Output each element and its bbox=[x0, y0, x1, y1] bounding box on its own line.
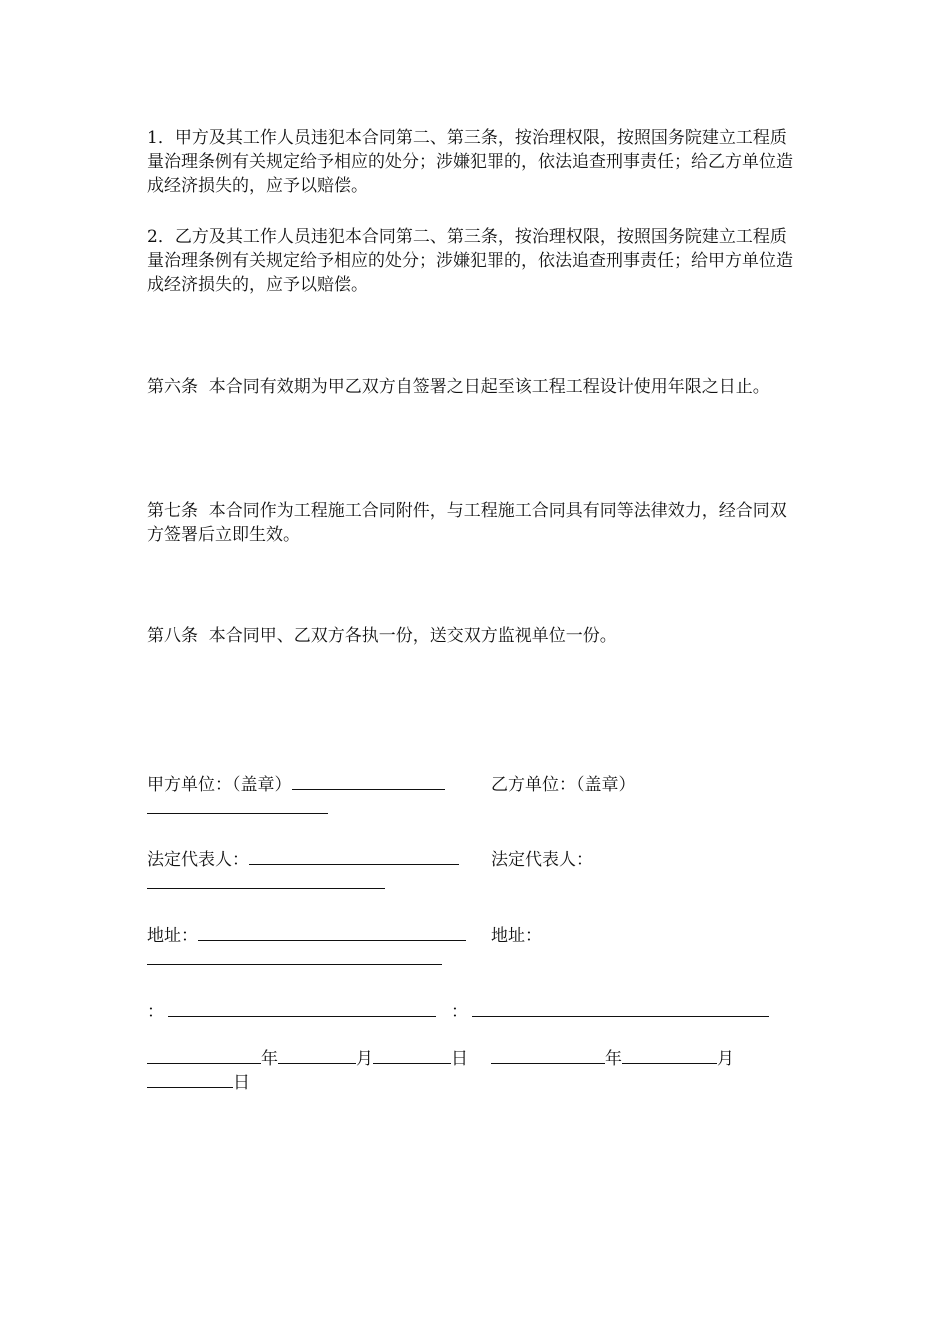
party-b-unit-blank-line bbox=[147, 797, 328, 821]
legal-rep-a-line bbox=[147, 848, 459, 872]
address-a-label: 地址： bbox=[147, 926, 198, 946]
date-b-day-label: 日 bbox=[233, 1073, 250, 1093]
address-b-label: 地址： bbox=[491, 926, 542, 946]
colon-b-line bbox=[451, 1000, 769, 1024]
party-b-unit-blank bbox=[147, 797, 328, 814]
legal-rep-a-blank bbox=[249, 848, 459, 865]
clause-item-2: 2．乙方及其工作人员违犯本合同第二、第三条，按治理权限，按照国务院建立工程质量治理条例有关规定给予相应的处分；涉嫌犯罪的，依法追查刑事责任；给甲方单位造成经济损失的，应予以赔偿。 bbox=[147, 227, 793, 295]
date-b-year-blank bbox=[491, 1047, 605, 1064]
date-a-day-label: 日 bbox=[451, 1049, 468, 1069]
date-a-month-blank bbox=[278, 1047, 356, 1064]
date-a-line bbox=[147, 1047, 468, 1071]
date-a-year-label: 年 bbox=[261, 1049, 278, 1069]
colon-a-line bbox=[147, 1000, 436, 1024]
party-a-unit-blank bbox=[292, 773, 445, 790]
legal-rep-a-label: 法定代表人： bbox=[147, 850, 249, 870]
colon-a-blank bbox=[168, 1000, 436, 1017]
date-b-month-blank bbox=[622, 1047, 717, 1064]
colon-a-label: ： bbox=[147, 1002, 164, 1022]
date-b-day-line bbox=[147, 1071, 250, 1095]
date-a-month-label: 月 bbox=[356, 1049, 373, 1069]
party-b-unit-line bbox=[491, 773, 636, 797]
legal-rep-b-blank bbox=[147, 872, 385, 889]
article-7: 第七条 本合同作为工程施工合同附件，与工程施工合同具有同等法律效力，经合同双方签署后立即生效。 bbox=[147, 501, 787, 545]
address-b-line bbox=[491, 924, 542, 948]
article-6: 第六条 本合同有效期为甲乙双方自签署之日起至该工程工程设计使用年限之日止。 bbox=[147, 377, 770, 397]
legal-rep-b-blank-line bbox=[147, 872, 385, 896]
party-a-unit-label: 甲方单位：（盖章） bbox=[147, 775, 292, 795]
date-a-day-blank bbox=[373, 1047, 451, 1064]
legal-rep-b-line bbox=[491, 848, 593, 872]
date-a-year-blank bbox=[147, 1047, 261, 1064]
address-b-blank bbox=[147, 948, 442, 965]
address-a-line bbox=[147, 924, 466, 948]
clause-item-1: 1．甲方及其工作人员违犯本合同第二、第三条，按治理权限，按照国务院建立工程质量治理条例有关规定给予相应的处分；涉嫌犯罪的，依法追查刑事责任；给乙方单位造成经济损失的，应予以赔偿。 bbox=[147, 128, 793, 196]
date-b-line bbox=[491, 1047, 734, 1071]
colon-b-label: ： bbox=[451, 1002, 468, 1022]
date-b-month-label: 月 bbox=[717, 1049, 734, 1069]
article-8: 第八条 本合同甲、乙双方各执一份，送交双方监视单位一份。 bbox=[147, 626, 617, 646]
date-b-day-blank bbox=[147, 1071, 233, 1088]
date-b-year-label: 年 bbox=[605, 1049, 622, 1069]
address-b-blank-line bbox=[147, 948, 442, 972]
colon-b-blank bbox=[472, 1000, 769, 1017]
address-a-blank bbox=[198, 924, 466, 941]
party-a-unit-line bbox=[147, 773, 445, 797]
party-b-unit-label: 乙方单位：（盖章） bbox=[491, 775, 636, 795]
legal-rep-b-label: 法定代表人： bbox=[491, 850, 593, 870]
